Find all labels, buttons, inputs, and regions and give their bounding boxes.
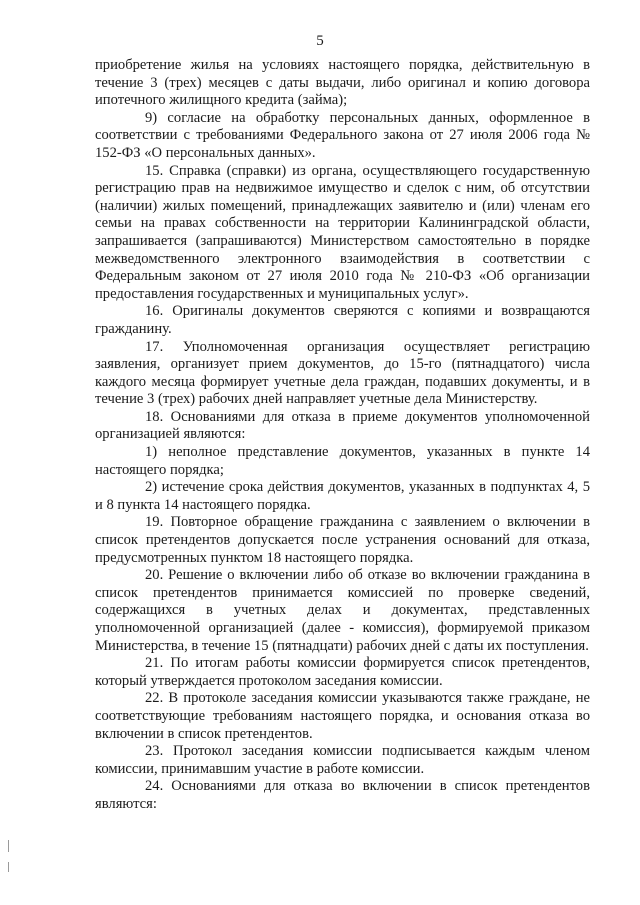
scan-artifact-mark	[8, 840, 9, 852]
paragraph-18: 18. Основаниями для отказа в приеме документов уполномоченной организацией являются:	[95, 408, 590, 443]
paragraph-19: 19. Повторное обращение гражданина с заявлением о включении в список претендентов допускается после устранения оснований для отказа, предусмотренных пунктом 18 настоящего порядка.	[95, 514, 590, 566]
paragraph-continuation: приобретение жилья на условиях настоящего порядка, действительную в течение 3 (трех) месяцев с даты выдачи, либо оригинал и копию договора ипотечного жилищного кредита (займа);	[95, 57, 590, 109]
paragraph-18-item-2: 2) истечение срока действия документов, указанных в подпунктах 4, 5 и 8 пункта 14 настоящего порядка.	[95, 479, 590, 513]
paragraph-18-item-1: 1) неполное представление документов, указанных в пункте 14 настоящего порядка;	[95, 444, 590, 478]
paragraph-20: 20. Решение о включении либо об отказе во включении гражданина в список претендентов принимается комиссией по проверке сведений, содержащихся в учетных делах и документах, представленных уполномоченной организацией (далее - комиссия), формируемой приказом Министерства, в течение 15 (пятнадцати) рабочих дней с даты их поступления.	[95, 567, 590, 654]
paragraph-16: 16. Оригиналы документов сверяются с копиями и возвращаются гражданину.	[95, 303, 590, 337]
scan-artifact-mark	[8, 862, 9, 872]
paragraph-23: 23. Протокол заседания комиссии подписывается каждым членом комиссии, принимавшим участие в работе комиссии.	[95, 743, 590, 777]
paragraph-9: 9) согласие на обработку персональных данных, оформленное в соответствии с требованиями Федерального закона от 27 июля 2006 года № 152-ФЗ «О персональных данных».	[95, 109, 590, 161]
paragraph-21: 21. По итогам работы комиссии формируется список претендентов, который утверждается протоколом заседания комиссии.	[95, 655, 590, 689]
paragraph-17: 17. Уполномоченная организация осуществляет регистрацию заявления, организует прием документов, до 15-го (пятнадцатого) числа каждого месяца формирует учетные дела граждан, подавших документы, и в течение 3 (трех) рабочих дней направляет учетные дела Министерству.	[95, 338, 590, 408]
document-body	[95, 57, 590, 814]
paragraph-22: 22. В протоколе заседания комиссии указываются также граждане, не соответствующие требованиям настоящего порядка, и основания отказа во включении в список претендентов.	[95, 690, 590, 742]
paragraph-24: 24. Основаниями для отказа во включении в список претендентов являются:	[95, 778, 590, 812]
page-number: 5	[316, 33, 324, 49]
paragraph-15: 15. Справка (справки) из органа, осуществляющего государственную регистрацию прав на недвижимое имущество и сделок с ним, об отсутствии (наличии) жилых помещений, принадлежащих заявителю и (или) членам его семьи на правах собственности на территории Калининградской области, запрашивается (запрашиваются) Министерством самостоятельно в порядке межведомственного электронного взаимодействия в соответствии с Федеральным законом от 27 июля 2010 года № 210-ФЗ «Об организации предоставления государственных и муниципальных услуг».	[95, 162, 590, 302]
